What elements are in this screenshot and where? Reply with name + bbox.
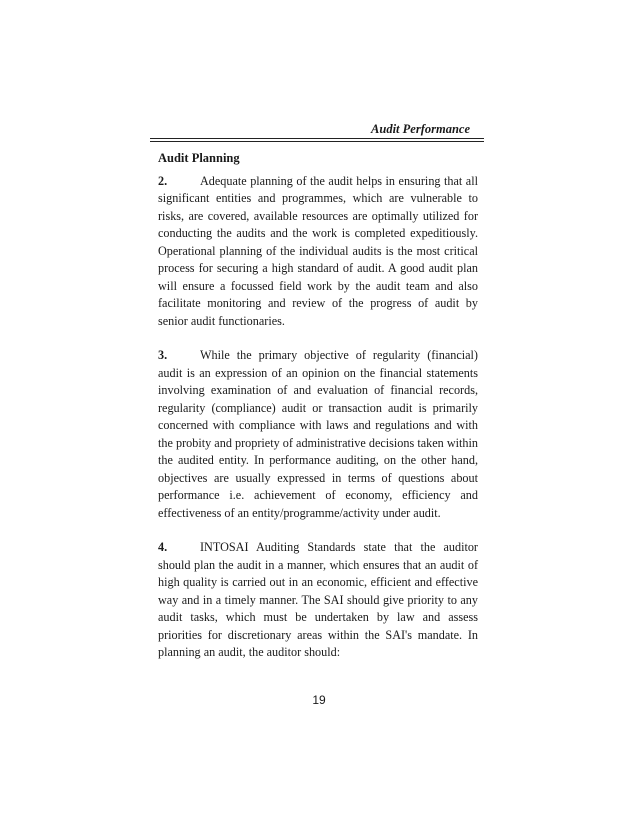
paragraph-number: 2.: [158, 173, 168, 188]
paragraph-text: While the primary objective of regularity (financial) audit is an expression of an opinion on the financial statements involving examination of and evaluation of financial records, regularity (compliance) audit or transaction audit is primarily concerned with compliance with laws and regulations and with the probity and propriety of administrative decisions taken within the audited entity. In performance auditing, on the other hand, objectives are usually expressed in terms of questions about performance i.e. achievement of economy, efficiency and effectiveness of an entity/programme/activity under audit.: [158, 348, 478, 520]
header-title: Audit Performance: [371, 122, 470, 136]
running-header: [150, 118, 484, 140]
paragraph-text: Adequate planning of the audit helps in ensuring that all significant entities and programmes, which are vulnerable to risks, are covered, available resources are optimally utilized for conducting the audits and the work is completed expeditiously. Operational planning of the individual audits is the most critical process for securing a high standard of audit. A good audit plan will ensure a focussed field work by the audit team and also facilitate monitoring and review of the progress of audit by senior audit functionaries.: [158, 173, 478, 328]
header-rule-bottom: [150, 141, 484, 142]
paragraph-3: [158, 347, 478, 522]
paragraph-4: [158, 539, 478, 662]
page-body: [158, 150, 478, 679]
section-heading: Audit Planning: [158, 151, 240, 165]
paragraph-number: 4.: [158, 540, 168, 554]
header-rule-top: [150, 138, 484, 139]
paragraph-text: INTOSAI Auditing Standards state that the auditor should plan the audit in a manner, which ensures that an audit of high quality is carried out in an economic, efficient and effective way and in a timely manner. The SAI should give priority to any audit tasks, which must be undertaken by law and assess priorities for discretionary areas within the SAI's mandate. In planning an audit, the auditor should:: [158, 540, 478, 659]
paragraph-number: 3.: [158, 348, 168, 362]
page-number: 19: [312, 693, 326, 707]
paragraph-2: [158, 173, 478, 331]
